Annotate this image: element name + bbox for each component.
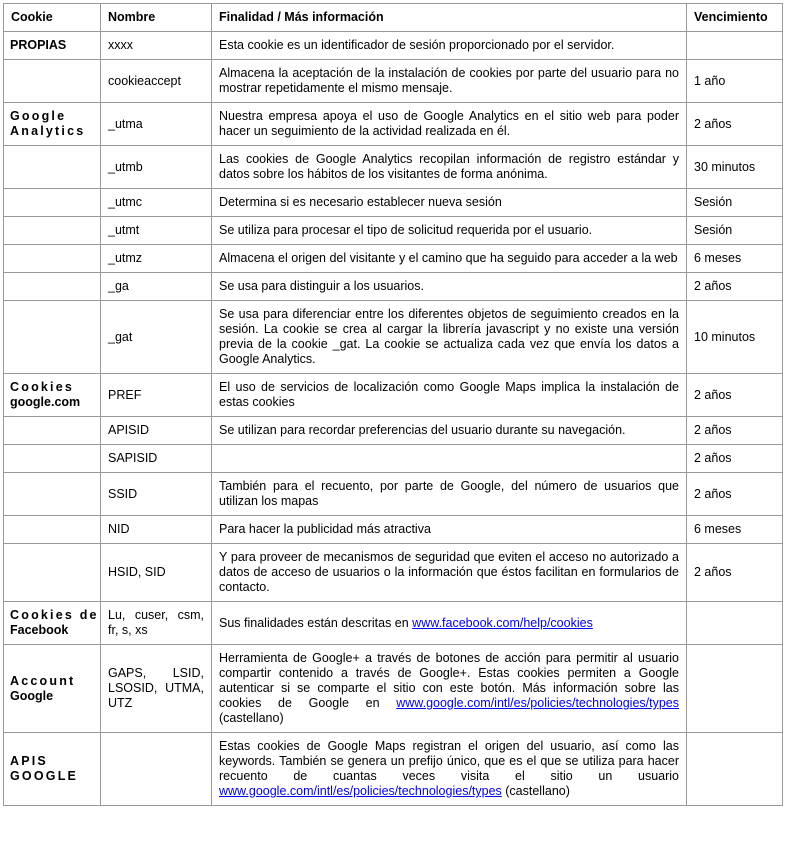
cookie-label-line: Analytics <box>10 124 86 138</box>
table-row <box>4 733 783 806</box>
cookie-cell <box>4 217 101 245</box>
cookie-label-line: PROPIAS <box>10 38 67 52</box>
cookie-cell <box>4 32 101 60</box>
header-nombre: Nombre <box>101 4 212 32</box>
finalidad-cell: Para hacer la publicidad más atractiva <box>212 516 687 544</box>
cookie-cell <box>4 301 101 374</box>
vencimiento-cell: 2 años <box>687 445 783 473</box>
finalidad-cell <box>212 445 687 473</box>
finalidad-link[interactable]: www.google.com/intl/es/policies/technologies/types <box>396 696 679 710</box>
cookie-cell <box>4 602 101 645</box>
finalidad-cell: Se usa para distinguir a los usuarios. <box>212 273 687 301</box>
table-body <box>4 32 783 806</box>
nombre-cell: _utma <box>101 103 212 146</box>
finalidad-cell: Sus finalidades están descritas en www.facebook.com/help/cookies <box>212 602 687 645</box>
cookie-label-line: Google <box>10 688 54 703</box>
nombre-cell: _gat <box>101 301 212 374</box>
vencimiento-cell: Sesión <box>687 189 783 217</box>
cookie-cell <box>4 374 101 417</box>
nombre-cell: _utmt <box>101 217 212 245</box>
table-row <box>4 146 783 189</box>
vencimiento-cell: 2 años <box>687 103 783 146</box>
cookie-cell <box>4 516 101 544</box>
table-row <box>4 301 783 374</box>
cookie-cell <box>4 544 101 602</box>
table-row <box>4 60 783 103</box>
finalidad-link[interactable]: www.google.com/intl/es/policies/technologies/types <box>219 784 502 798</box>
header-vencimiento: Vencimiento <box>687 4 783 32</box>
cookie-label-line: GOOGLE <box>10 769 79 783</box>
cookie-label-line: google.com <box>10 395 81 409</box>
vencimiento-cell: 2 años <box>687 273 783 301</box>
cookie-cell <box>4 273 101 301</box>
table-row <box>4 374 783 417</box>
table-row <box>4 516 783 544</box>
finalidad-cell: Se utiliza para procesar el tipo de solicitud requerida por el usuario. <box>212 217 687 245</box>
cookies-table <box>3 3 783 806</box>
table-row <box>4 103 783 146</box>
finalidad-cell: Se utilizan para recordar preferencias del usuario durante su navegación. <box>212 417 687 445</box>
nombre-cell: HSID, SID <box>101 544 212 602</box>
cookie-cell <box>4 645 101 733</box>
cookie-cell <box>4 60 101 103</box>
table-row <box>4 473 783 516</box>
vencimiento-cell: 2 años <box>687 544 783 602</box>
finalidad-cell: Se usa para diferenciar entre los diferentes objetos de seguimiento creados en la sesión. La cookie se crea al cargar la librería javascript y no existe una versión previa de la cookie _gat. La cookie se actualiza cada vez que envía los datos a Google Analytics. <box>212 301 687 374</box>
cookie-cell <box>4 245 101 273</box>
cookie-cell <box>4 189 101 217</box>
vencimiento-cell: 10 minutos <box>687 301 783 374</box>
finalidad-cell: Esta cookie es un identificador de sesión proporcionado por el servidor. <box>212 32 687 60</box>
nombre-cell: cookieaccept <box>101 60 212 103</box>
table-header-row <box>4 4 783 32</box>
nombre-cell: APISID <box>101 417 212 445</box>
cookie-label-line: Google <box>10 109 67 123</box>
vencimiento-cell: Sesión <box>687 217 783 245</box>
vencimiento-cell: 30 minutos <box>687 146 783 189</box>
vencimiento-cell: 2 años <box>687 417 783 445</box>
nombre-cell: _utmb <box>101 146 212 189</box>
finalidad-cell: Y para proveer de mecanismos de seguridad que eviten el acceso no autorizado a datos de acceso de usuarios o la información que éstos facilitan en formularios de contacto. <box>212 544 687 602</box>
header-finalidad: Finalidad / Más información <box>212 4 687 32</box>
table-row <box>4 273 783 301</box>
nombre-cell: SAPISID <box>101 445 212 473</box>
cookie-label-line: Account <box>10 673 76 688</box>
vencimiento-cell: 6 meses <box>687 516 783 544</box>
table-row <box>4 602 783 645</box>
finalidad-cell: El uso de servicios de localización como Google Maps implica la instalación de estas cookies <box>212 374 687 417</box>
cookie-cell <box>4 417 101 445</box>
cookie-label-line: Facebook <box>10 623 69 637</box>
finalidad-cell: Las cookies de Google Analytics recopilan información de registro estándar y datos sobre los hábitos de los visitantes de forma anónima. <box>212 146 687 189</box>
table-row <box>4 445 783 473</box>
cookie-label-line: APIS <box>10 754 48 768</box>
cookie-cell <box>4 445 101 473</box>
finalidad-cell: Herramienta de Google+ a través de botones de acción para permitir al usuario compartir contenido a través de Google+. Estas cookies permiten a Google autenticar si se comparte el sitio con este botón. Más información sobre las cookies de Google en www.google.com/intl/es/policies/technologies/types (castellano) <box>212 645 687 733</box>
vencimiento-cell: 2 años <box>687 473 783 516</box>
table-row <box>4 189 783 217</box>
nombre-cell: NID <box>101 516 212 544</box>
nombre-cell: GAPS, LSID, LSOSID, UTMA, UTZ <box>101 645 212 733</box>
finalidad-link[interactable]: www.facebook.com/help/cookies <box>412 615 593 630</box>
nombre-cell: _ga <box>101 273 212 301</box>
finalidad-cell: Almacena el origen del visitante y el camino que ha seguido para acceder a la web <box>212 245 687 273</box>
vencimiento-cell <box>687 733 783 806</box>
nombre-cell <box>101 733 212 806</box>
finalidad-cell: Determina si es necesario establecer nueva sesión <box>212 189 687 217</box>
cookie-cell <box>4 733 101 806</box>
nombre-cell: _utmc <box>101 189 212 217</box>
finalidad-cell: También para el recuento, por parte de Google, del número de usuarios que utilizan los mapas <box>212 473 687 516</box>
table-row <box>4 645 783 733</box>
cookie-label-line: Cookies de <box>10 608 99 622</box>
vencimiento-cell: 1 año <box>687 60 783 103</box>
table-row <box>4 245 783 273</box>
finalidad-cell: Nuestra empresa apoya el uso de Google Analytics en el sitio web para poder hacer un seguimiento de la actividad realizada en él. <box>212 103 687 146</box>
finalidad-cell: Almacena la aceptación de la instalación de cookies por parte del usuario para no mostrar repetidamente el mismo mensaje. <box>212 60 687 103</box>
header-cookie: Cookie <box>4 4 101 32</box>
vencimiento-cell: 6 meses <box>687 245 783 273</box>
cookie-label-line: Cookies <box>10 380 75 394</box>
nombre-cell: _utmz <box>101 245 212 273</box>
nombre-cell: Lu, cuser, csm, fr, s, xs <box>101 602 212 645</box>
table-row <box>4 544 783 602</box>
table-row <box>4 32 783 60</box>
vencimiento-cell <box>687 32 783 60</box>
vencimiento-cell <box>687 602 783 645</box>
nombre-cell: SSID <box>101 473 212 516</box>
cookie-cell <box>4 473 101 516</box>
finalidad-cell: Estas cookies de Google Maps registran el origen del usuario, así como las keywords. También se genera un prefijo único, que es el que se utiliza para hacer recuento de cuantas veces visita el sitio un usuario www.google.com/intl/es/policies/technologies/types (castellano) <box>212 733 687 806</box>
vencimiento-cell <box>687 645 783 733</box>
vencimiento-cell: 2 años <box>687 374 783 417</box>
nombre-cell: PREF <box>101 374 212 417</box>
table-row <box>4 217 783 245</box>
cookie-cell <box>4 146 101 189</box>
table-row <box>4 417 783 445</box>
cookie-cell <box>4 103 101 146</box>
nombre-cell: xxxx <box>101 32 212 60</box>
